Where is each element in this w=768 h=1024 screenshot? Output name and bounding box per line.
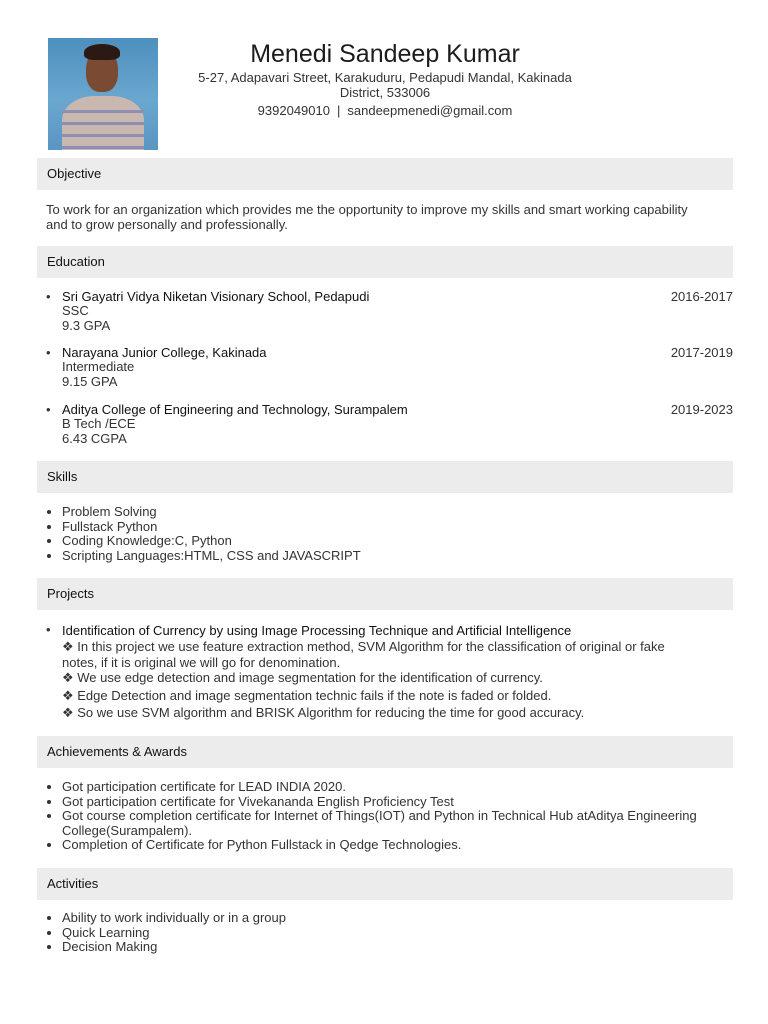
project-detail: ❖ In this project we use feature extraction method, SVM Algorithm for the classification of original or fake [62,639,665,654]
email-address: sandeepmenedi@gmail.com [347,103,513,118]
project-detail: notes, if it is original we will go for denomination. [62,654,341,670]
institution-name: Sri Gayatri Vidya Niketan Visionary School, Pedapudi [62,289,370,304]
profile-photo [48,38,158,150]
score: 9.15 GPA [62,373,118,389]
contact-separator: | [336,103,341,118]
education-years: 2016-2017 [670,289,733,304]
project-detail: ❖ So we use SVM algorithm and BRISK Algorithm for reducing the time for good accuracy. [62,705,585,720]
list-item: • Scripting Languages:HTML, CSS and JAVASCRIPT [62,549,752,564]
education-years: 2017-2019 [670,345,733,360]
list-item: • Got participation certificate for Vivekananda English Proficiency Test [62,795,752,810]
list-item: • Got participation certificate for LEAD INDIA 2020. [62,780,752,795]
institution-name: Narayana Junior College, Kakinada [62,345,267,360]
list-item: • Decision Making [62,940,752,955]
project-detail: ❖ We use edge detection and image segmentation for the identification of currency. [62,670,543,685]
list-item: • Completion of Certificate for Python Fullstack in Qedge Technologies. [62,838,752,853]
education-item [46,403,733,446]
list-item: • Coding Knowledge:C, Python [62,534,752,549]
degree: B Tech /ECE [62,416,136,432]
activities-list [46,911,752,955]
education-years: 2019-2023 [670,402,733,417]
list-item: • Quick Learning [62,926,752,941]
bullet-icon: • [46,289,51,304]
score: 9.3 GPA [62,317,111,333]
objective-text [46,203,736,232]
list-item: • Ability to work individually or in a group [62,911,752,926]
degree: Intermediate [62,359,135,375]
project-item [46,622,736,721]
address-line-1: 5-27, Adapavari Street, Karakuduru, Pedapudi Mandal, Kakinada [198,70,572,85]
contact-line [170,103,600,118]
section-header-education: Education [37,246,733,278]
skills-list [46,505,752,563]
objective-line-2: and to grow personally and professionally. [46,216,288,232]
section-header-projects: Projects [37,578,733,610]
education-item [46,290,733,333]
bullet-icon: • [46,345,51,360]
project-title: Identification of Currency by using Image Processing Technique and Artificial Intelligence [62,623,572,638]
objective-line-1: To work for an organization which provides me the opportunity to improve my skills and smart working capability [46,202,688,217]
resume-header [170,38,600,118]
list-item: • Problem Solving [62,505,752,520]
score: 6.43 CGPA [62,430,127,446]
list-item: • Fullstack Python [62,520,752,535]
institution-name: Aditya College of Engineering and Technology, Surampalem [62,402,408,417]
section-header-objective: Objective [37,158,733,190]
phone-number: 9392049010 [257,103,330,118]
education-item [46,346,733,389]
candidate-name: Menedi Sandeep Kumar [250,40,520,68]
section-header-achievements: Achievements & Awards [37,736,733,768]
section-header-activities: Activities [37,868,733,900]
degree: SSC [62,303,89,319]
bullet-icon: • [46,622,51,637]
bullet-icon: • [46,402,51,417]
list-item: • Got course completion certificate for Internet of Things(IOT) and Python in Technical Hub atAditya Engineering College(Surampalem). [62,809,752,838]
achievements-list [46,780,752,853]
section-header-skills: Skills [37,461,733,493]
project-detail: ❖ Edge Detection and image segmentation technic fails if the note is faded or folded. [62,687,552,703]
address-line-2: District, 533006 [339,85,431,100]
